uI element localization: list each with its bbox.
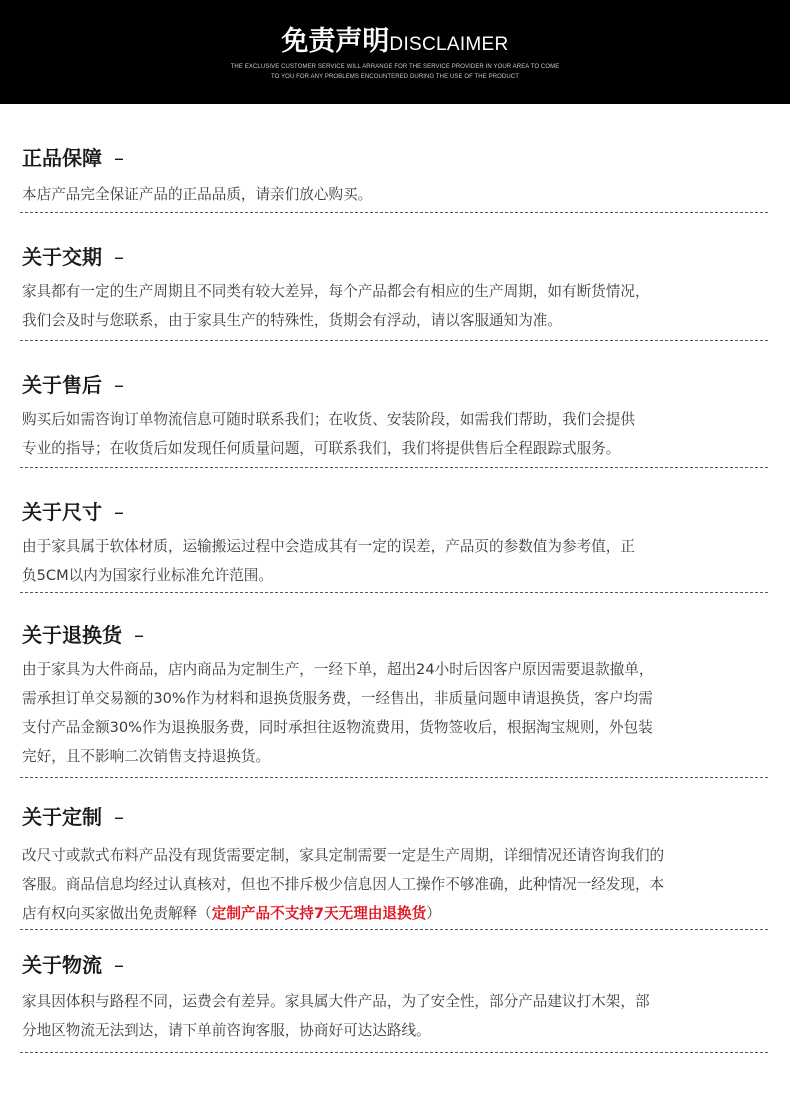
section-genuine-guarantee <box>22 144 768 209</box>
section-title: 关于定制 <box>22 805 102 829</box>
section-text-line: 支付产品金额30%作为退换服务费，同时承担往返物流费用，货物签收后，根据淘宝规则，外包装 <box>22 719 653 736</box>
dashed-divider <box>20 340 768 341</box>
header-subtitle-line-1: THE EXCLUSIVE CUSTOMER SERVICE WILL ARRANGE FOR THE SERVICE PROVIDER IN YOUR AREA TO COME <box>230 64 560 70</box>
section-title: 关于退换货 <box>22 623 122 647</box>
heading-dash: – <box>114 805 124 829</box>
section-text-segment: 店有权向买家做出免责解释（ <box>22 905 212 922</box>
section-text-line: 由于家具属于软体材质，运输搬运过程中会造成其有一定的误差，产品页的参数值为参考值，正 <box>22 538 635 555</box>
heading-dash: – <box>114 245 124 269</box>
section-delivery-time <box>22 243 768 335</box>
section-text-line: 专业的指导；在收货后如发现任何质量问题，可联系我们，我们将提供售后全程跟踪式服务。 <box>22 440 621 457</box>
section-title: 关于交期 <box>22 245 102 269</box>
section-text-line <box>22 899 768 928</box>
header-subtitle-line-2: TO YOU FOR ANY PROBLEMS ENCOUNTERED DURING THE USE OF THE PRODUCT <box>271 74 519 80</box>
section-returns <box>22 621 768 771</box>
section-after-sales <box>22 371 768 463</box>
section-text-line: 购买后如需咨询订单物流信息可随时联系我们；在收货、安装阶段，如需我们帮助，我们会提供 <box>22 411 635 428</box>
section-text-segment: ） <box>426 905 441 922</box>
dashed-divider <box>20 212 768 213</box>
section-title: 关于售后 <box>22 373 102 397</box>
page-title <box>0 22 790 62</box>
section-text-line: 由于家具为大件商品，店内商品为定制生产，一经下单，超出24小时后因客户原因需要退款撤单， <box>22 661 654 678</box>
heading-dash: – <box>134 623 144 647</box>
section-dimensions <box>22 498 768 590</box>
section-title: 关于物流 <box>22 953 102 977</box>
title-english: DISCLAIMER <box>389 34 509 55</box>
section-title: 正品保障 <box>22 146 102 170</box>
section-text-line: 家具因体积与路程不同，运费会有差异。家具属大件产品，为了安全性，部分产品建议打木架，部 <box>22 993 650 1010</box>
dashed-divider <box>20 929 768 930</box>
section-logistics <box>22 951 768 1045</box>
heading-dash: – <box>114 373 124 397</box>
section-heading <box>22 498 768 526</box>
title-chinese: 免责声明 <box>281 26 390 57</box>
section-text-line: 需承担订单交易额的30%作为材料和退换货服务费，一经售出，非质量问题申请退换货，客户均需 <box>22 690 653 707</box>
dashed-divider <box>20 467 768 468</box>
section-heading <box>22 951 768 979</box>
section-text-line: 负5CM以内为国家行业标准允许范围。 <box>22 567 273 584</box>
section-heading <box>22 803 768 831</box>
dashed-divider <box>20 777 768 778</box>
section-heading <box>22 144 768 172</box>
section-customization <box>22 803 768 928</box>
section-text-line: 我们会及时与您联系，由于家具生产的特殊性，货期会有浮动，请以客服通知为准。 <box>22 312 562 329</box>
heading-dash: – <box>114 500 124 524</box>
section-heading <box>22 371 768 399</box>
section-text-line: 家具都有一定的生产周期且不同类有较大差异，每个产品都会有相应的生产周期，如有断货情况， <box>22 283 650 300</box>
no-return-warning: 定制产品不支持7天无理由退换货 <box>211 905 427 922</box>
section-text-line: 改尺寸或款式布料产品没有现货需要定制，家具定制需要一定是生产周期，详细情况还请咨询我们的 <box>22 847 665 864</box>
heading-dash: – <box>114 953 124 977</box>
dashed-divider <box>20 592 768 593</box>
section-title: 关于尺寸 <box>22 500 102 524</box>
disclaimer-header <box>0 0 790 104</box>
section-text-line: 本店产品完全保证产品的正品品质，请亲们放心购买。 <box>22 186 373 203</box>
dashed-divider <box>20 1052 768 1053</box>
section-text-line: 分地区物流无法到达，请下单前咨询客服，协商好可达达路线。 <box>22 1022 431 1039</box>
section-text-line: 客服。商品信息均经过认真核对，但也不排斥极少信息因人工操作不够准确，此种情况一经发现，本 <box>22 876 665 893</box>
section-heading <box>22 243 768 271</box>
section-heading <box>22 621 768 649</box>
heading-dash: – <box>114 146 124 170</box>
section-text-line: 完好，且不影响二次销售支持退换货。 <box>22 748 271 765</box>
